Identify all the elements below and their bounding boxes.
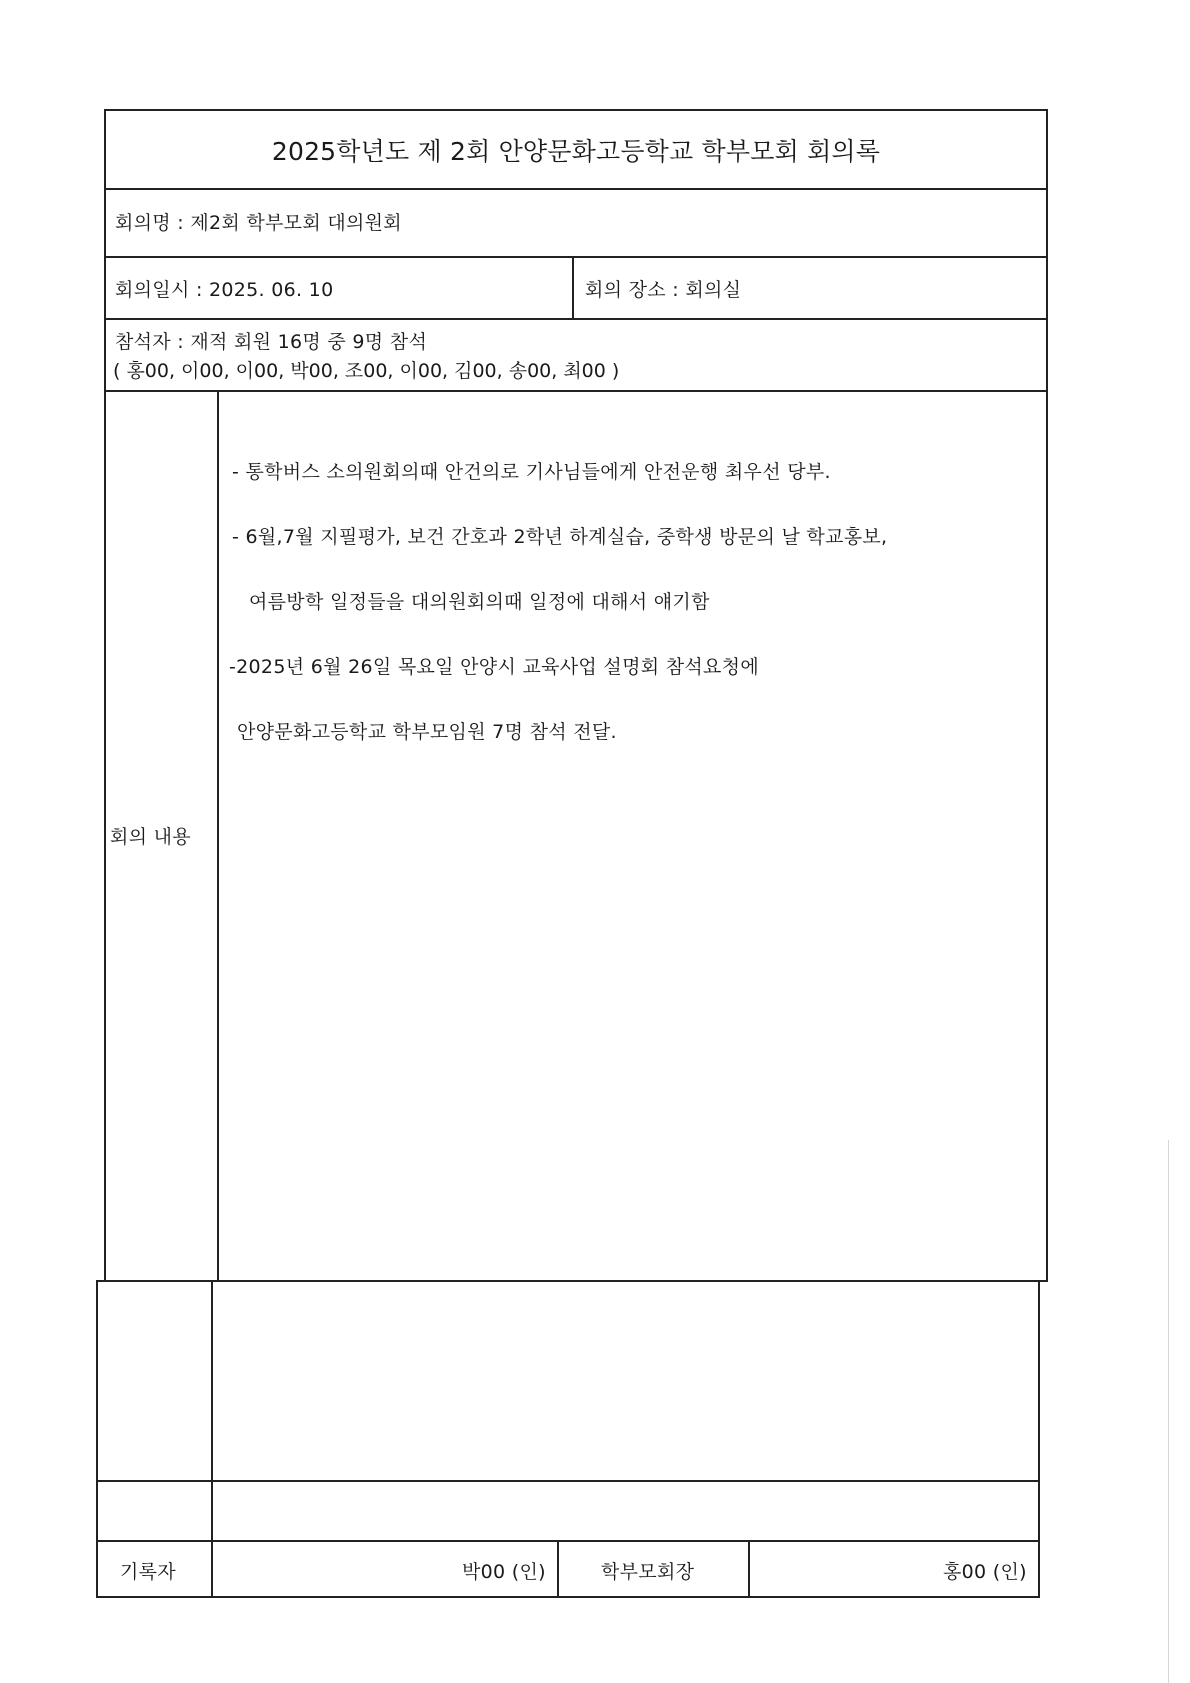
scan-artifact-line [1168,1140,1169,1683]
meeting-place: 회의 장소 : 회의실 [585,279,742,301]
rule-footer-2 [96,1540,1040,1542]
content-line: - 6월,7월 지필평가, 보건 간호과 2학년 하계실습, 중학생 방문의 날 학교홍보, [232,526,888,548]
recorder-signature: 박00 (인) [462,1561,546,1583]
rule-below-attendees [104,390,1048,392]
attendees-summary: 참석자 : 재적 회원 16명 중 9명 참석 [115,331,428,353]
rule-footer-label-divider [211,1280,213,1598]
rule-date-place-divider [572,256,574,318]
rule-recorder-divider [557,1540,559,1598]
meeting-name: 회의명 : 제2회 학부모회 대의원회 [115,212,402,234]
content-line: -2025년 6월 26일 목요일 안양시 교육사업 설명회 참석요청에 [229,656,759,678]
rule-content-label-divider [217,390,219,1282]
chair-label: 학부모회장 [601,1561,695,1583]
chair-signature: 홍00 (인) [943,1561,1027,1583]
content-line: 안양문화고등학교 학부모임원 7명 참석 전달. [237,721,617,743]
minutes-footer-table [96,1280,1040,1598]
rule-below-date [104,318,1048,320]
content-line: - 통학버스 소의원회의때 안건의로 기사님들에게 안전운행 최우선 당부. [232,461,831,483]
content-label: 회의 내용 [110,826,191,848]
rule-footer-1 [96,1480,1040,1482]
document-title: 2025학년도 제 2회 안양문화고등학교 학부모회 회의록 [271,137,881,166]
rule-chair-divider [748,1540,750,1598]
attendees-names: ( 홍00, 이00, 이00, 박00, 조00, 이00, 김00, 송00, 최00 ) [113,360,620,382]
rule-below-meeting-name [104,256,1048,258]
content-line: 여름방학 일정들을 대의원회의때 일정에 대해서 얘기함 [249,591,710,613]
meeting-date: 회의일시 : 2025. 06. 10 [115,279,334,301]
recorder-label: 기록자 [120,1561,176,1583]
rule-below-title [104,188,1048,190]
